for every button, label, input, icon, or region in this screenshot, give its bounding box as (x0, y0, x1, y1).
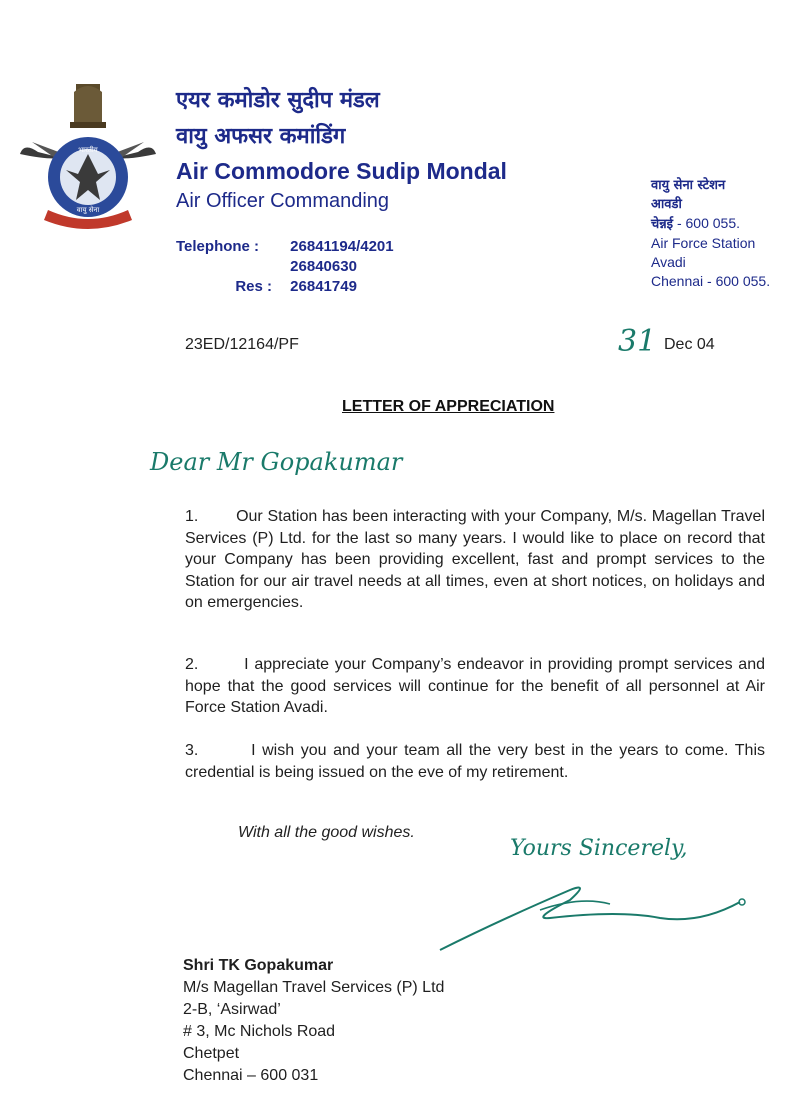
letter-date: Dec 04 (664, 336, 715, 353)
res-label: Res : (235, 278, 272, 295)
recipient-line-5: Chennai – 600 031 (183, 1067, 319, 1084)
telephone-number-2: 26840630 (290, 258, 357, 275)
address-hindi-line-1: वायु सेना स्टेशन (651, 178, 726, 193)
recipient-line-1: M/s Magellan Travel Services (P) Ltd (183, 979, 445, 996)
signoff-handwritten: Yours Sincerely, (510, 836, 688, 861)
svg-text:वायु सेना: वायु सेना (76, 206, 100, 214)
officer-name: Air Commodore Sudip Mondal (176, 158, 507, 184)
signature-scribble-icon (420, 860, 760, 960)
reference-number: 23ED/12164/PF (185, 336, 299, 353)
closing-line: With all the good wishes. (238, 824, 415, 841)
address-line-2: Avadi (651, 254, 686, 270)
svg-text:भारतीय: भारतीय (78, 146, 98, 154)
address-hindi-pin: - 600 055. (673, 215, 740, 231)
letter-subject: LETTER OF APPRECIATION (342, 398, 555, 415)
date-handwritten: 31 (618, 324, 657, 359)
address-hindi-line-2: आवडी (651, 197, 682, 212)
air-force-emblem-icon (18, 82, 158, 232)
telephone-number-1: 26841194/4201 (290, 238, 394, 255)
res-number: 26841749 (290, 278, 357, 295)
salutation-handwritten: Dear Mr Gopakumar (150, 448, 403, 476)
officer-title: Air Officer Commanding (176, 190, 390, 212)
station-address (651, 176, 770, 291)
telephone-block (176, 238, 394, 298)
paragraph-2: 2. I appreciate your Company’s endeavor in providing prompt services and hope that the good services will continue for the benefit of all personnel at Air Force Station Avadi. (185, 656, 765, 716)
recipient-line-4: Chetpet (183, 1045, 240, 1062)
hindi-officer-name: एयर कमोडोर सुदीप मंडल (176, 88, 380, 113)
recipient-line-2: 2-B, ‘Asirwad’ (183, 1001, 281, 1018)
recipient-address (183, 955, 444, 1087)
address-line-1: Air Force Station (651, 235, 756, 251)
recipient-name: Shri TK Gopakumar (183, 957, 334, 974)
recipient-line-3: # 3, Mc Nichols Road (183, 1023, 336, 1040)
hindi-officer-title: वायु अफसर कमांडिंग (176, 124, 346, 149)
telephone-label: Telephone : (176, 238, 260, 255)
paragraph-3: 3. I wish you and your team all the very best in the years to come. This credential is being issued on the eve of my retirement. (185, 742, 765, 781)
address-line-3: Chennai - 600 055. (651, 273, 771, 289)
paragraph-1: 1. Our Station has been interacting with your Company, M/s. Magellan Travel Services (P) Ltd. for the last so many years. I would like to place on record that your Company has been providing excellent, fast and prompt services to the Station for our air travel needs at all times, even at short notices, on holidays and on emergencies. (185, 508, 765, 611)
address-hindi-line-3: चेन्नई (651, 217, 674, 232)
